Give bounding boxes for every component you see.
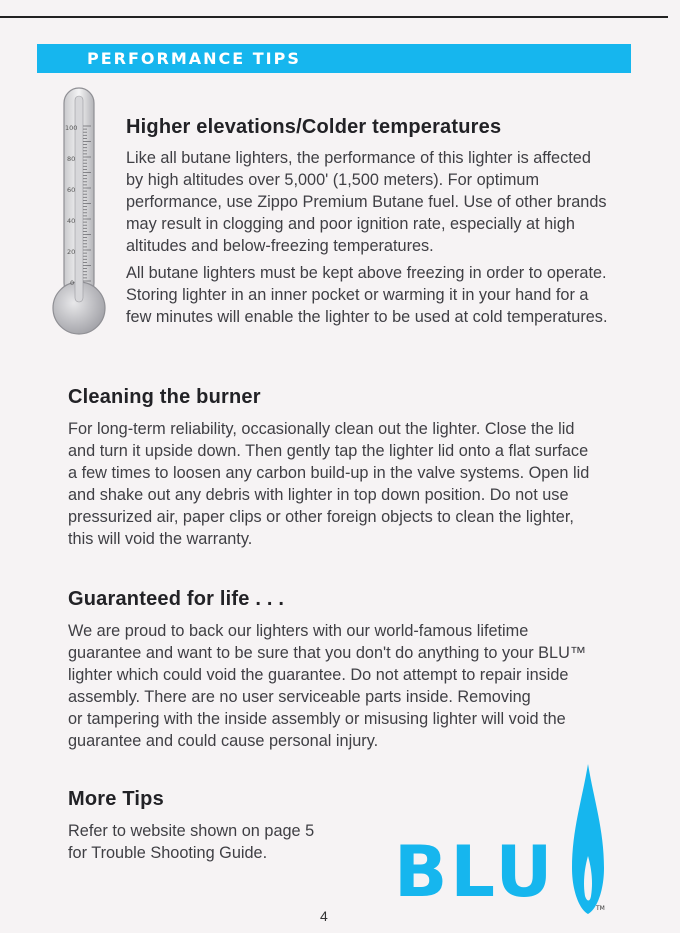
text-line: Storing lighter in an inner pocket or warming it in your hand for a	[126, 286, 589, 304]
text-line: by high altitudes over 5,000' (1,500 meters). For optimum	[126, 171, 540, 189]
text-line: guarantee and want to be sure that you don't do anything to your BLU™	[68, 644, 587, 662]
text-line: and shake out any debris with lighter in top down position. Do not use	[68, 486, 569, 504]
text-line: All butane lighters must be kept above freezing in order to operate.	[126, 264, 607, 282]
paragraph-freezing	[126, 262, 656, 328]
text-line: assembly. There are no user serviceable parts inside. Removing	[68, 688, 531, 706]
text-line: lighter which could void the guarantee. Do not attempt to repair inside	[68, 666, 569, 684]
text-line: few minutes will enable the lighter to be used at cold temperatures.	[126, 308, 608, 326]
text-line: a few times to loosen any carbon build-up in the valve systems. Open lid	[68, 464, 590, 482]
text-line: performance, use Zippo Premium Butane fuel. Use of other brands	[126, 193, 607, 211]
paragraph-elevations	[126, 147, 646, 257]
text-line: or tampering with the inside assembly or misusing lighter will void the	[68, 710, 566, 728]
text-line: Like all butane lighters, the performance of this lighter is affected	[126, 149, 591, 167]
heading-higher-elevations: Higher elevations/Colder temperatures	[126, 116, 502, 138]
blu-logo-text: BLU	[394, 831, 556, 913]
text-line: may result in clogging and poor ignition rate, especially at high	[126, 215, 575, 233]
text-line: We are proud to back our lighters with our world-famous lifetime	[68, 622, 529, 640]
page-number: 4	[320, 908, 328, 924]
thermometer-tick-label: 20	[67, 248, 76, 256]
text-line: this will void the warranty.	[68, 530, 253, 548]
text-line: Refer to website shown on page 5	[68, 822, 315, 840]
thermometer-tick-label: 60	[67, 186, 76, 194]
text-line: for Trouble Shooting Guide.	[68, 844, 268, 862]
heading-guaranteed-for-life: Guaranteed for life . . .	[68, 588, 285, 610]
thermometer-tick-label: 0	[70, 279, 75, 287]
thermometer-tick-label: 100	[65, 124, 78, 132]
thermometer-tick-label: 80	[67, 155, 76, 163]
text-line: guarantee and could cause personal injury.	[68, 732, 379, 750]
heading-more-tips: More Tips	[68, 788, 164, 810]
text-line: altitudes and below-freezing temperatures.	[126, 237, 434, 255]
thermometer-icon	[50, 86, 110, 342]
blu-logo	[392, 760, 622, 920]
top-rule	[0, 16, 668, 18]
text-line: For long-term reliability, occasionally clean out the lighter. Close the lid	[68, 420, 575, 438]
thermometer-tick-label: 40	[67, 217, 76, 225]
trademark-mark: TM	[596, 905, 605, 912]
heading-cleaning-the-burner: Cleaning the burner	[68, 386, 261, 408]
text-line: pressurized air, paper clips or other foreign objects to clean the lighter,	[68, 508, 574, 526]
paragraph-guarantee	[68, 620, 643, 752]
section-banner	[37, 44, 631, 73]
banner-title: PERFORMANCE TIPS	[87, 49, 301, 68]
paragraph-more-tips	[68, 820, 368, 864]
paragraph-cleaning	[68, 418, 643, 550]
text-line: and turn it upside down. Then gently tap the lighter lid onto a flat surface	[68, 442, 589, 460]
